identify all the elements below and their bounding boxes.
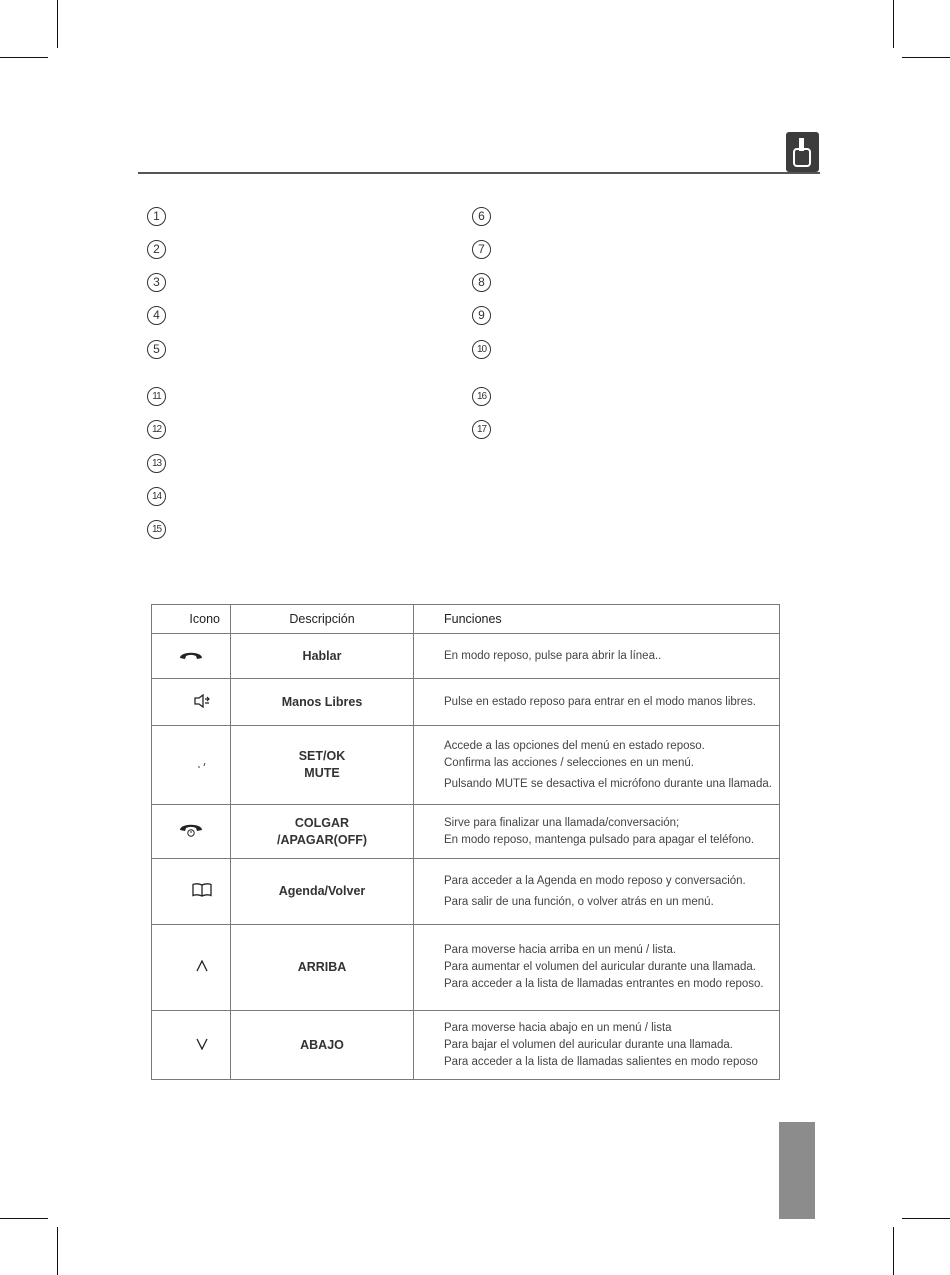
function-text: Pulse en estado reposo para entrar en el modo manos libres. — [444, 695, 756, 708]
function-text: Accede a las opciones del menú en estado reposo. — [444, 739, 705, 752]
function-text: Para aumentar el volumen del auricular durante una llamada. — [444, 961, 756, 973]
callout-number: 2 — [147, 240, 166, 259]
crop-mark — [902, 57, 950, 58]
function-text: Para acceder a la Agenda en modo reposo y conversación. — [444, 874, 746, 887]
phonebook-icon — [192, 883, 212, 900]
function-text: Confirma las acciones / selecciones en un menú. — [444, 756, 694, 769]
phone-tab-icon — [786, 132, 819, 172]
table-row — [152, 634, 780, 679]
side-language-tab — [779, 1122, 815, 1219]
function-text: Para moverse hacia arriba en un menú / lista. — [444, 944, 677, 956]
header-description: Descripción — [231, 605, 414, 634]
down-arrow-icon — [196, 1038, 208, 1053]
key-name: Hablar — [302, 648, 342, 663]
key-name: ARRIBA — [297, 960, 347, 974]
callout-number: 8 — [472, 273, 491, 292]
set-ok-mute-icon — [196, 758, 208, 772]
phone-handset-icon — [178, 650, 204, 664]
function-text: Para moverse hacia abajo en un menú / lista — [444, 1021, 672, 1034]
callout-number: 14 — [147, 487, 166, 506]
callout-number: 7 — [472, 240, 491, 259]
crop-mark — [57, 0, 58, 48]
function-text: Para salir de una función, o volver atrás en un menú. — [444, 895, 714, 908]
table-header-row — [152, 605, 780, 634]
hang-up-power-icon — [178, 826, 204, 840]
crop-mark — [0, 1218, 48, 1219]
function-text: Pulsando MUTE se desactiva el micrófono durante una llamada. — [444, 777, 772, 790]
crop-mark — [902, 1218, 950, 1219]
callout-number: 10 — [472, 340, 491, 359]
callout-number: 1 — [147, 207, 166, 226]
function-text: Para bajar el volumen del auricular durante una llamada. — [444, 1038, 733, 1051]
key-functions-table — [151, 604, 780, 1080]
function-text: Para acceder a la lista de llamadas salientes en modo reposo — [444, 1055, 758, 1068]
callout-number: 12 — [147, 420, 166, 439]
speaker-icon — [194, 694, 210, 711]
callout-number: 15 — [147, 520, 166, 539]
header-icon: Icono — [152, 605, 231, 634]
key-name: SET/OK — [298, 749, 346, 763]
callout-number: 4 — [147, 306, 166, 325]
key-name: Agenda/Volver — [278, 884, 366, 898]
table-row — [152, 925, 780, 1011]
table-row — [152, 859, 780, 925]
callout-number: 11 — [147, 387, 166, 406]
callout-number: 5 — [147, 340, 166, 359]
callout-number: 9 — [472, 306, 491, 325]
table-row — [152, 805, 780, 859]
crop-mark — [893, 0, 894, 48]
key-name: MUTE — [304, 766, 340, 780]
function-text: En modo reposo, mantenga pulsado para apagar el teléfono. — [444, 833, 755, 846]
callout-number: 13 — [147, 454, 166, 473]
key-name: COLGAR — [294, 815, 350, 830]
function-text: Sirve para finalizar una llamada/conversación; — [444, 816, 680, 829]
crop-mark — [893, 1227, 894, 1275]
up-arrow-icon — [196, 960, 208, 975]
callout-number: 3 — [147, 273, 166, 292]
table-row — [152, 726, 780, 805]
crop-mark — [0, 57, 48, 58]
table-row — [152, 679, 780, 726]
header-functions: Funciones — [414, 605, 780, 634]
callout-number: 6 — [472, 207, 491, 226]
crop-mark — [57, 1227, 58, 1275]
callout-number: 16 — [472, 387, 491, 406]
function-text: En modo reposo, pulse para abrir la línea.. — [444, 649, 662, 662]
key-name: /APAGAR(OFF) — [276, 832, 368, 847]
table-row — [152, 1011, 780, 1080]
key-name: ABAJO — [300, 1037, 344, 1052]
key-name: Manos Libres — [281, 694, 363, 709]
header-rule — [138, 172, 820, 174]
callout-number: 17 — [472, 420, 491, 439]
function-text: Para acceder a la lista de llamadas entrantes en modo reposo. — [444, 978, 764, 990]
